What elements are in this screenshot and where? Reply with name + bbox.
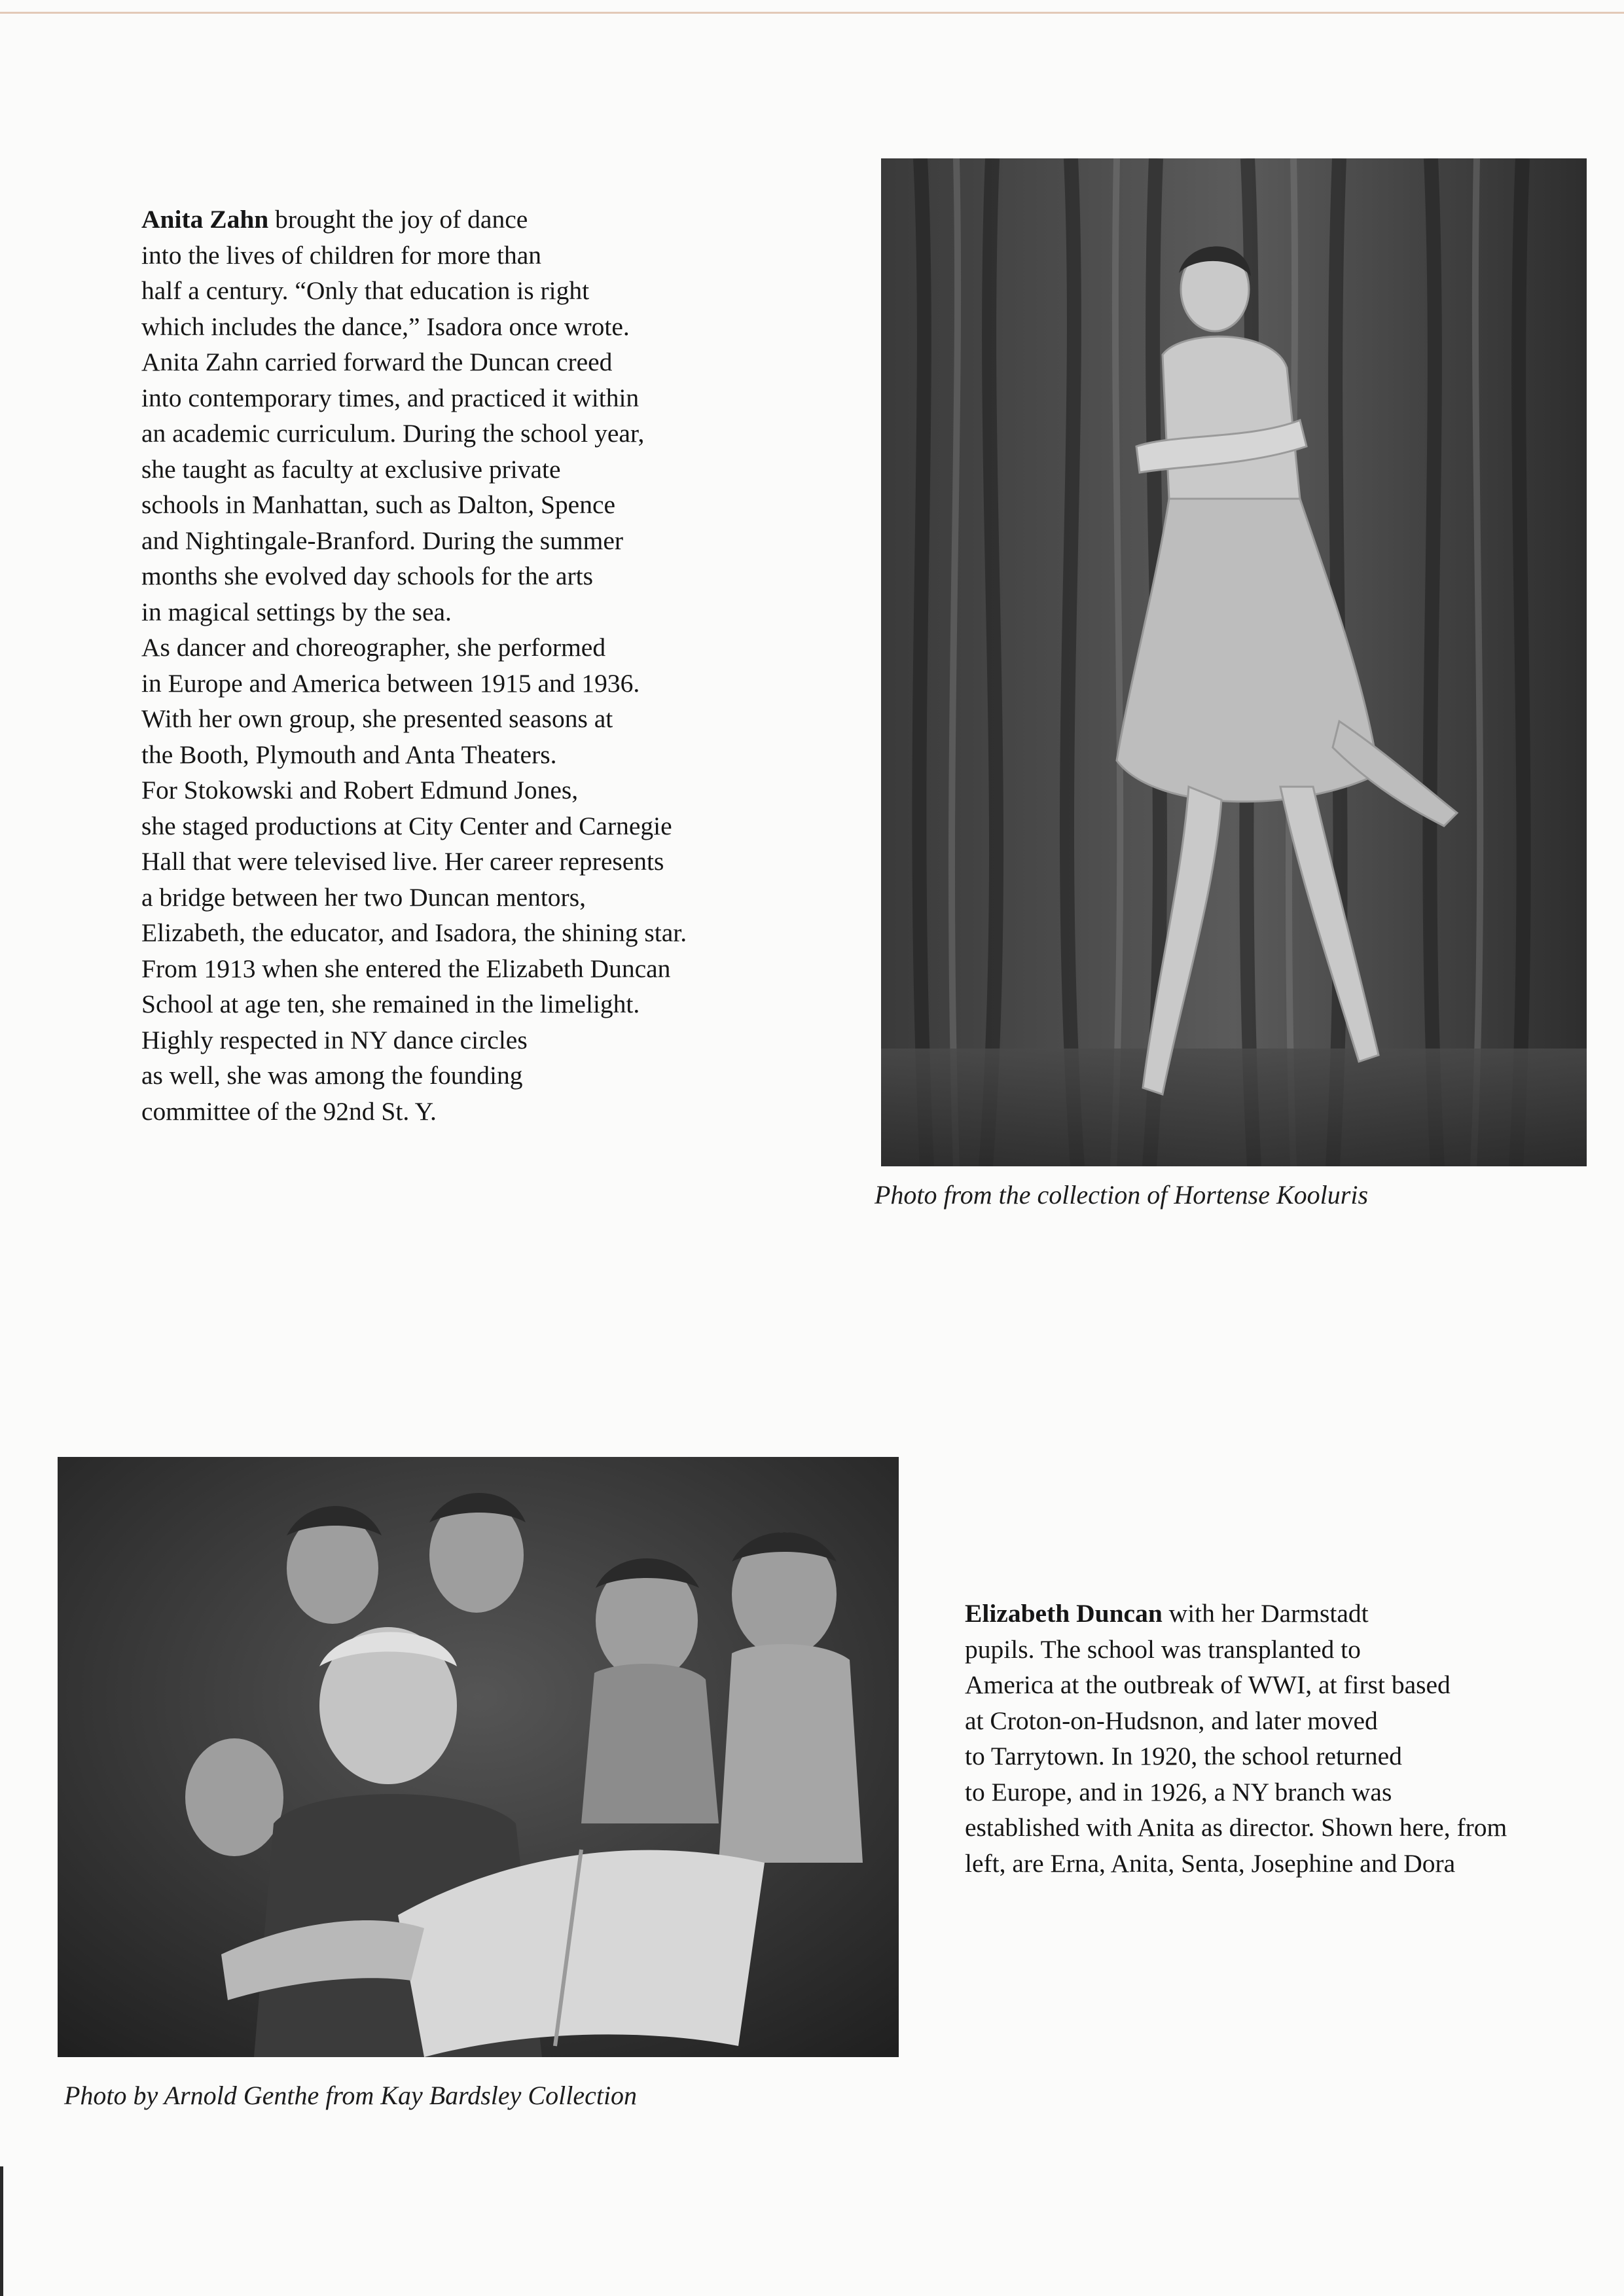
group-photo <box>58 1457 899 2057</box>
zahn-line-20: a bridge between her two Duncan mentors, <box>141 882 586 912</box>
dancer-photo <box>881 158 1587 1166</box>
zahn-line-18: she staged productions at City Center and Carnegie <box>141 811 672 840</box>
zahn-line-1 <box>141 202 687 238</box>
zahn-line-1-rest: brought the joy of dance <box>268 205 528 234</box>
zahn-line-23: School at age ten, she remained in the limelight. <box>141 990 640 1018</box>
zahn-line-8: she taught as faculty at exclusive private <box>141 454 561 484</box>
zahn-line-9: schools in Manhattan, such as Dalton, Spence <box>141 490 616 519</box>
zahn-line-6: into contemporary times, and practiced it within <box>141 383 640 412</box>
dancer-photo-illustration <box>881 158 1587 1166</box>
duncan-line-8: left, are Erna, Anita, Senta, Josephine and Dora <box>965 1848 1456 1878</box>
zahn-line-15: With her own group, she presented seasons at <box>141 704 613 733</box>
duncan-line-7: established with Anita as director. Shown here, from <box>965 1813 1507 1842</box>
left-margin-scan-mark <box>0 2166 3 2296</box>
duncan-line-6: to Europe, and in 1926, a NY branch was <box>965 1777 1392 1806</box>
anita-zahn-text-block <box>141 202 687 1129</box>
duncan-line-1 <box>965 1596 1507 1632</box>
zahn-line-16: the Booth, Plymouth and Anta Theaters. <box>141 740 557 769</box>
zahn-line-17: For Stokowski and Robert Edmund Jones, <box>141 776 579 804</box>
zahn-line-26: committee of the 92nd St. Y. <box>141 1096 437 1126</box>
zahn-line-5: Anita Zahn carried forward the Duncan creed <box>141 348 613 376</box>
group-photo-illustration <box>58 1457 899 2057</box>
zahn-line-2: into the lives of children for more than <box>141 240 541 270</box>
dancer-photo-caption: Photo from the collection of Hortense Kooluris <box>875 1180 1369 1210</box>
zahn-line-24: Highly respected in NY dance circles <box>141 1025 528 1054</box>
zahn-line-12: in magical settings by the sea. <box>141 597 452 626</box>
top-edge-rule <box>0 12 1624 14</box>
group-photo-caption: Photo by Arnold Genthe from Kay Bardsley Collection <box>64 2081 638 2110</box>
zahn-line-21: Elizabeth, the educator, and Isadora, the shining star. <box>141 918 687 947</box>
duncan-line-5: to Tarrytown. In 1920, the school returned <box>965 1742 1402 1770</box>
zahn-line-25: as well, she was among the founding <box>141 1061 523 1090</box>
duncan-line-2: pupils. The school was transplanted to <box>965 1634 1361 1664</box>
zahn-line-19: Hall that were televised live. Her career represents <box>141 847 664 876</box>
zahn-line-3: half a century. “Only that education is right <box>141 276 590 305</box>
duncan-lead-name: Elizabeth Duncan <box>965 1599 1163 1628</box>
duncan-line-4: at Croton-on-Hudsnon, and later moved <box>965 1706 1378 1735</box>
zahn-line-7: an academic curriculum. During the school year, <box>141 419 645 448</box>
zahn-line-4: which includes the dance,” Isadora once wrote. <box>141 312 630 341</box>
duncan-line-1-rest: with her Darmstadt <box>1162 1599 1369 1628</box>
zahn-line-11: months she evolved day schools for the arts <box>141 562 594 590</box>
duncan-line-3: America at the outbreak of WWI, at first based <box>965 1670 1451 1699</box>
zahn-line-22: From 1913 when she entered the Elizabeth Duncan <box>141 954 671 983</box>
elizabeth-duncan-text-block <box>965 1596 1507 1881</box>
zahn-line-14: in Europe and America between 1915 and 1936. <box>141 668 640 698</box>
zahn-lead-name: Anita Zahn <box>141 205 269 234</box>
zahn-line-13: As dancer and choreographer, she performed <box>141 633 606 662</box>
zahn-line-10: and Nightingale-Branford. During the summer <box>141 526 624 555</box>
